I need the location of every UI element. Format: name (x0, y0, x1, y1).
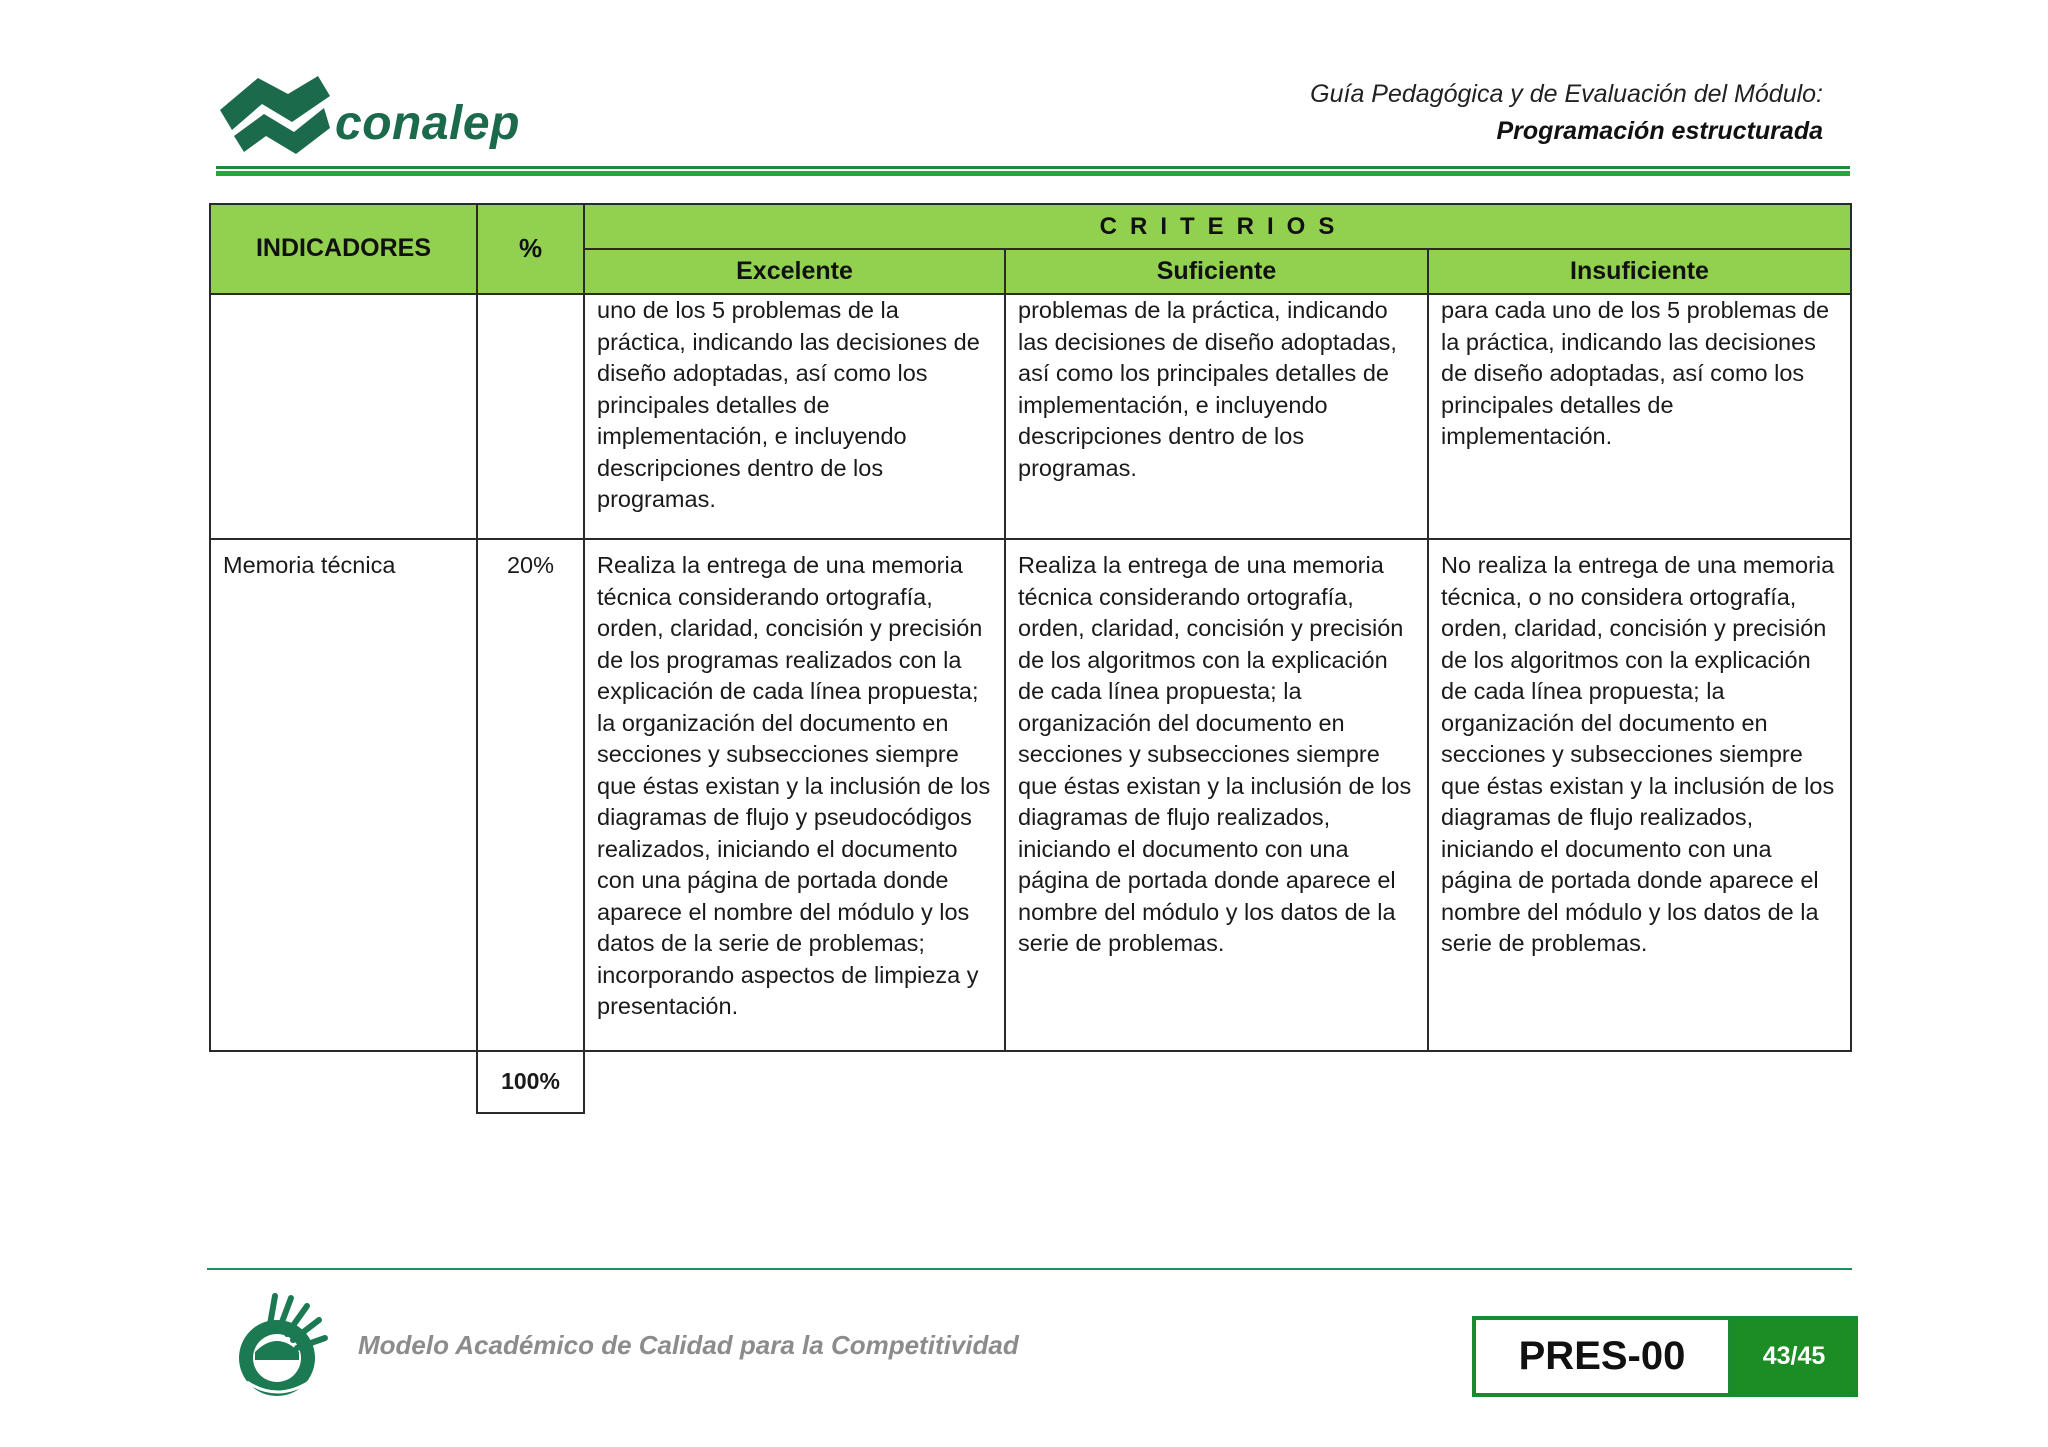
col-suficiente-header: Suficiente (1005, 249, 1428, 294)
empty-cell (210, 1051, 477, 1113)
empty-cell (1005, 1051, 1428, 1113)
logo-wordmark: conalep (335, 97, 520, 150)
header-row (210, 204, 1851, 249)
header-rule (216, 166, 1850, 169)
indicador-cell (210, 294, 477, 539)
footer-rule (207, 1268, 1852, 1270)
indicador-cell: Memoria técnica (210, 539, 477, 1051)
suficiente-cell: problemas de la práctica, indicando las decisiones de diseño adoptadas, así como los principales detalles de implementación, e incluyendo descripciones dentro de los programas. (1005, 294, 1428, 539)
guide-title: Guía Pedagógica y de Evaluación del Módulo: (1310, 80, 1823, 108)
total-percent: 100% (477, 1051, 584, 1113)
table-row (210, 539, 1851, 1051)
footer-model-text: Modelo Académico de Calidad para la Competitividad (358, 1330, 1019, 1360)
insuficiente-cell: No realiza la entrega de una memoria técnica, o no considera ortografía, orden, claridad, concisión y precisión de los algoritmos con la explicación de cada línea propuesta; la organización del documento en secciones y subsecciones siempre que éstas existan y la inclusión de los diagramas de flujo realizados, iniciando el documento con una página de portada donde aparece el nombre del módulo y los datos de la serie de problemas. (1428, 539, 1851, 1051)
percent-cell (477, 294, 584, 539)
col-criterios-header: CRITERIOS (584, 204, 1851, 249)
insuficiente-cell: para cada uno de los 5 problemas de la práctica, indicando las decisiones de diseño adoptadas, así como los principales detalles de implementación. (1428, 294, 1851, 539)
total-row (210, 1051, 1851, 1113)
page-number: 43/45 (1730, 1316, 1858, 1397)
percent-cell: 20% (477, 539, 584, 1051)
excelente-cell: Realiza la entrega de una memoria técnica considerando ortografía, orden, claridad, concisión y precisión de los programas realizados con la explicación de cada línea propuesta; la organización del documento en secciones y subsecciones siempre que éstas existan y la inclusión de los diagramas de flujo y pseudocódigos realizados, iniciando el documento con una página de portada donde aparece el nombre del módulo y los datos de la serie de problemas; incorporando aspectos de limpieza y presentación. (584, 539, 1005, 1051)
document-title (1310, 76, 1823, 150)
rubric-table (209, 203, 1852, 1114)
col-percent-header: % (477, 204, 584, 294)
quality-model-seal-icon (225, 1290, 335, 1400)
table-row (210, 294, 1851, 539)
col-excelente-header: Excelente (584, 249, 1005, 294)
excelente-cell: uno de los 5 problemas de la práctica, indicando las decisiones de diseño adoptadas, así como los principales detalles de implementación, e incluyendo descripciones dentro de los programas. (584, 294, 1005, 539)
col-indicadores-header: INDICADORES (210, 204, 477, 294)
header-rule-thick (216, 171, 1850, 176)
empty-cell (1428, 1051, 1851, 1113)
empty-cell (584, 1051, 1005, 1113)
module-name: Programación estructurada (1496, 117, 1823, 145)
suficiente-cell: Realiza la entrega de una memoria técnica considerando ortografía, orden, claridad, concisión y precisión de los algoritmos con la explicación de cada línea propuesta; la organización del documento en secciones y subsecciones siempre que éstas existan y la inclusión de los diagramas de flujo realizados, iniciando el documento con una página de portada donde aparece el nombre del módulo y los datos de la serie de problemas. (1005, 539, 1428, 1051)
col-insuficiente-header: Insuficiente (1428, 249, 1851, 294)
document-code: PRES-00 (1472, 1316, 1732, 1397)
